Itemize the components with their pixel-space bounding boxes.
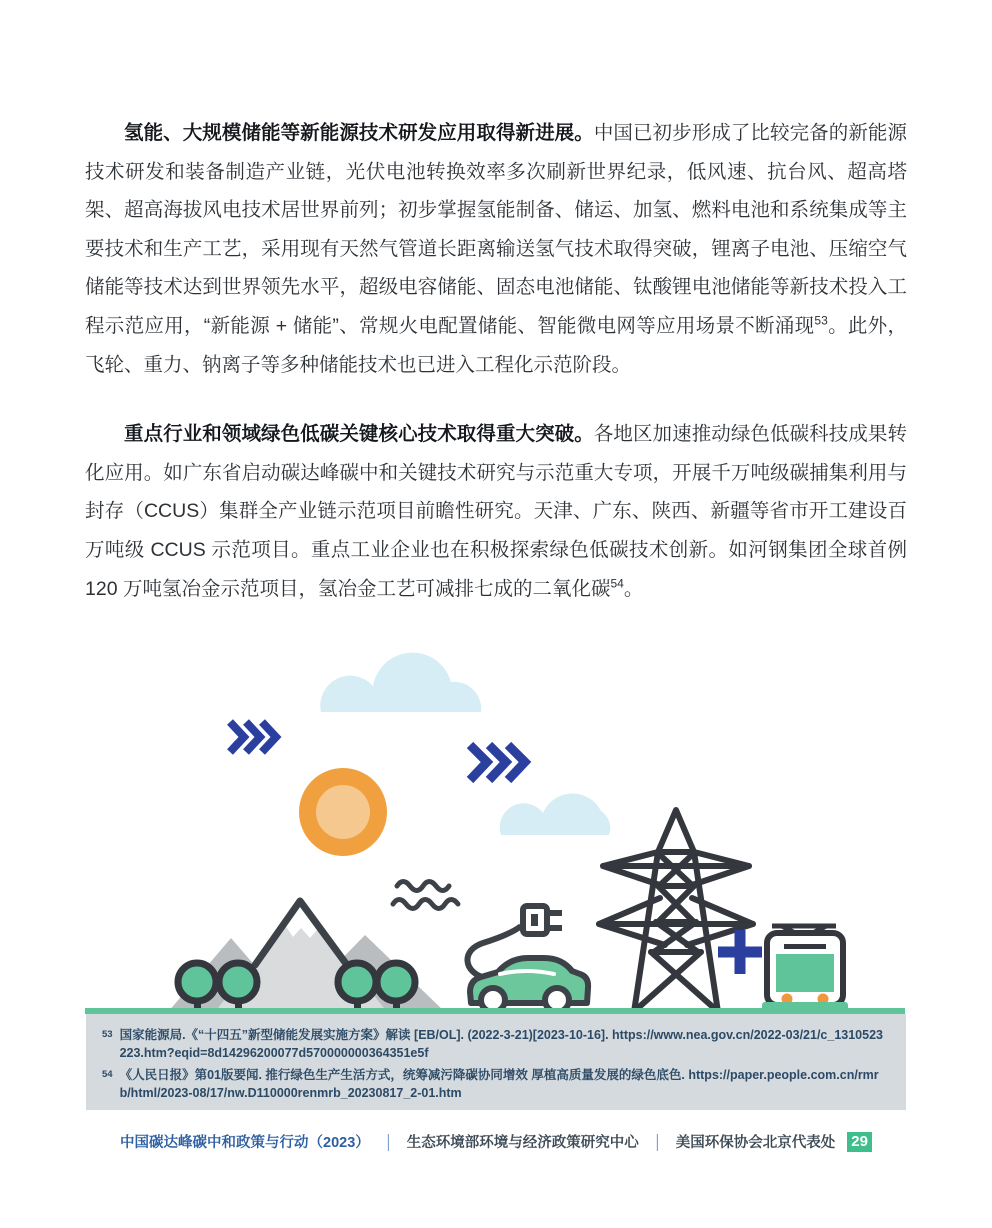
footer-separator: ｜ — [648, 1134, 666, 1153]
footer-org2: 美国环保协会北京代表处 — [675, 1135, 836, 1151]
illustration — [85, 640, 905, 1014]
footnote-marker: 54 — [102, 1069, 113, 1080]
page-number: 29 — [847, 1132, 872, 1152]
paragraph-text: 。此外，飞轮、重力、钠离子等多种储能技术也已进入工程化示范阶段。 — [85, 314, 907, 376]
paragraph-text: 各地区加速推动绿色低碳科技成果转化应用。如广东省启动碳达峰碳中和关键技术研究与示范重大专项，开展千万吨级碳捕集利用与封存（CCUS）集群全产业链示范项目前瞻性研究。天津、广东、陕西、新疆等省市开工建设百万吨级 CCUS 示范项目。重点工业企业也在积极探索绿色低碳技术创新。如河钢集团全球首例 120 万吨氢冶金示范项目，氢冶金工艺可减排七成的二氧化碳 — [85, 423, 907, 600]
paragraph-text: 。 — [623, 577, 644, 600]
waves-icon — [393, 882, 458, 909]
paragraph-text: 中国已初步形成了比较完备的新能源技术研发和装备制造产业链，光伏电池转换效率多次刷新世界纪录，低风速、抗台风、超高塔架、超高海拔风电技术居世界前列；初步掌握氢能制备、储运、加氢、燃料电池和系统集成等主要技术和生产工艺，采用现有天然气管道长距离输送氢气技术取得突破，锂离子电池、压缩空气储能等技术达到世界领先水平，超级电容储能、固态电池储能、钛酸锂电池储能等新技术投入工程示范应用，“新能源 + 储能”、常规火电配置储能、智能微电网等应用场景不断涌现 — [85, 122, 907, 337]
paragraph — [85, 415, 907, 608]
body-text — [85, 114, 907, 608]
page-footer — [0, 1129, 992, 1154]
chevrons-icon — [470, 745, 525, 780]
footnote-ref: 53 — [814, 313, 828, 328]
transmission-tower-icon — [599, 810, 753, 1012]
report-title: 中国碳达峰碳中和政策与行动（2023） — [120, 1135, 370, 1151]
footnote — [102, 1027, 886, 1062]
footnote-ref: 54 — [610, 576, 624, 591]
cloud-icon — [320, 653, 481, 712]
plus-icon — [718, 930, 762, 974]
electric-car-icon — [470, 958, 588, 1012]
footnote — [102, 1067, 886, 1102]
footnote-marker: 53 — [102, 1029, 113, 1040]
chevrons-icon — [230, 722, 276, 752]
footer-separator: ｜ — [379, 1134, 397, 1153]
cloud-icon — [500, 793, 611, 835]
footnote-text: 国家能源局.《“十四五”新型储能发展实施方案》解读 [EB/OL]. (2022-3-21)[2023-10-16]. https://www.nea.gov.cn/2022-03/21/c_1310523223.htm?eqid=8d14296200077d570000000364351e5f — [119, 1028, 883, 1060]
footnote-box — [86, 1014, 906, 1110]
tram-icon — [762, 926, 848, 1014]
footer-org1: 生态环境部环境与经济政策研究中心 — [406, 1135, 639, 1151]
paragraph-lead: 氢能、大规模储能等新能源技术研发应用取得新进展。 — [124, 122, 594, 144]
footnote-text: 《人民日报》第01版要闻. 推行绿色生产生活方式，统筹减污降碳协同增效 厚植高质量发展的绿色底色. https://paper.people.com.cn/rmrb/html/2023-08/17/nw.D110000renmrb_20230817_2-01.htm — [119, 1068, 879, 1100]
paragraph — [85, 114, 907, 384]
sun-icon — [299, 768, 387, 856]
paragraph-lead: 重点行业和领域绿色低碳关键核心技术取得重大突破。 — [124, 423, 594, 446]
